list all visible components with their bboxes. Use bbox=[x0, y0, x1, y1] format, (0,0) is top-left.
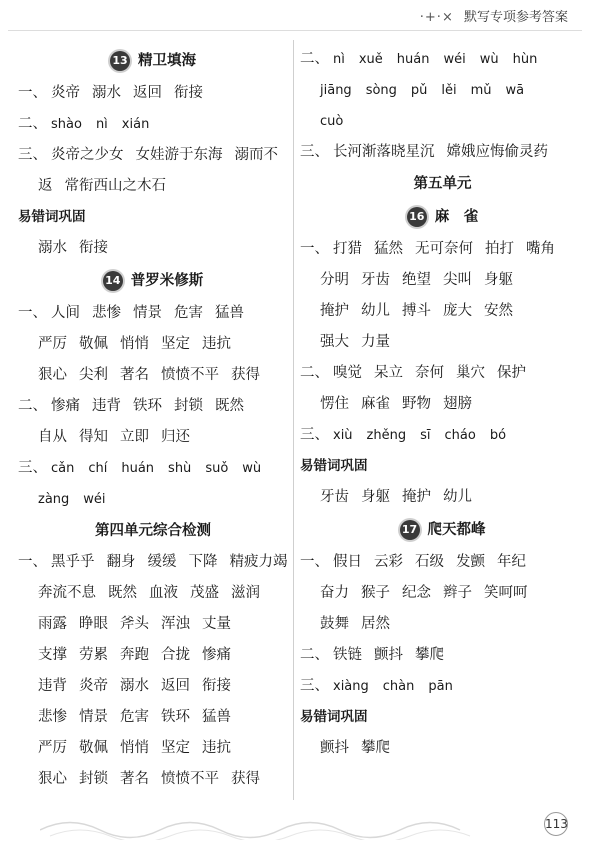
answer-row: 牙齿 身躯 掩护 幼儿 bbox=[320, 489, 472, 505]
answer-row: 悲惨 情景 危害 铁环 猛兽 bbox=[38, 709, 231, 725]
lesson-title: 普罗米修斯 bbox=[130, 273, 204, 289]
error-prone-heading: 易错词巩固 bbox=[18, 209, 86, 225]
lesson-16-heading bbox=[300, 200, 585, 234]
pinyin-row: 三、 xiàng chàn pān bbox=[300, 678, 453, 694]
answer-row: 三、 炎帝之少女 女娃游于东海 溺而不 bbox=[18, 147, 278, 163]
lesson-number-badge: 17 bbox=[400, 520, 420, 540]
lesson-number-badge: 14 bbox=[103, 271, 123, 291]
answer-row: 狠心 尖利 著名 愤愤不平 获得 bbox=[38, 367, 260, 383]
answer-row: 掩护 幼儿 搏斗 庞大 安然 bbox=[320, 303, 513, 319]
answer-row: 一、 打猎 猛然 无可奈何 拍打 嘴角 bbox=[300, 241, 555, 257]
header-rule bbox=[8, 30, 582, 31]
header-title: 默写专项参考答案 bbox=[463, 10, 568, 25]
pinyin-row: 二、 nì xuě huán wéi wù hùn bbox=[300, 51, 538, 67]
page-number: 113 bbox=[544, 812, 568, 836]
answer-row: 奔流不息 既然 血液 茂盛 滋润 bbox=[38, 585, 260, 601]
error-prone-heading: 易错词巩固 bbox=[300, 709, 368, 725]
answer-row: 一、 炎帝 溺水 返回 衔接 bbox=[18, 85, 203, 101]
pinyin-row: zàng wéi bbox=[38, 492, 106, 507]
lesson-17-heading bbox=[300, 513, 585, 547]
lesson-title: 精卫填海 bbox=[138, 53, 196, 69]
answer-row: 一、 黑乎乎 翻身 缓缓 下降 精疲力竭 bbox=[18, 554, 288, 570]
answer-row: 奋力 猴子 纪念 辫子 笑呵呵 bbox=[320, 585, 528, 601]
answer-row: 支撑 劳累 奔跑 合拢 惨痛 bbox=[38, 647, 231, 663]
pinyin-row: 三、 cǎn chí huán shù suǒ wù bbox=[18, 460, 262, 476]
column-divider bbox=[293, 40, 294, 800]
answer-row: 自从 得知 立即 归还 bbox=[38, 429, 190, 445]
pinyin-row: jiāng sòng pǔ lěi mǔ wā bbox=[320, 83, 525, 98]
pinyin-row: 三、 xiù zhěng sī cháo bó bbox=[300, 427, 507, 443]
left-column bbox=[18, 44, 288, 795]
answer-row: 一、 人间 悲惨 情景 危害 猛兽 bbox=[18, 305, 244, 321]
answer-row: 狠心 封锁 著名 愤愤不平 获得 bbox=[38, 771, 260, 787]
lesson-13-heading bbox=[18, 44, 288, 78]
lesson-title: 麻 雀 bbox=[434, 209, 479, 225]
answer-row: 严厉 敬佩 悄悄 坚定 违抗 bbox=[38, 740, 231, 756]
answer-row: 颤抖 攀爬 bbox=[320, 740, 390, 756]
lesson-number-badge: 16 bbox=[407, 207, 427, 227]
unit-5-title: 第五单元 bbox=[413, 176, 472, 192]
answer-row: 强大 力量 bbox=[320, 334, 390, 350]
answer-row: 溺水 衔接 bbox=[38, 240, 108, 256]
pinyin-row: cuò bbox=[320, 114, 344, 129]
footer-wave-decoration bbox=[40, 810, 480, 840]
right-column bbox=[300, 44, 585, 764]
answer-row: 分明 牙齿 绝望 尖叫 身躯 bbox=[320, 272, 513, 288]
lesson-number-badge: 13 bbox=[110, 51, 130, 71]
answer-row: 二、 铁链 颤抖 攀爬 bbox=[300, 647, 444, 663]
lesson-14-heading bbox=[18, 264, 288, 298]
answer-row: 雨露 睁眼 斧头 浑浊 丈量 bbox=[38, 616, 231, 632]
answer-row: 三、 长河渐落晓星沉 嫦娥应悔偷灵药 bbox=[300, 144, 548, 160]
answer-row: 一、 假日 云彩 石级 发颤 年纪 bbox=[300, 554, 526, 570]
header-decoration: ·+·× bbox=[419, 10, 454, 25]
error-prone-heading: 易错词巩固 bbox=[300, 458, 368, 474]
answer-row: 鼓舞 居然 bbox=[320, 616, 390, 632]
answer-row: 返 常衔西山之木石 bbox=[38, 178, 166, 194]
unit-4-test-title: 第四单元综合检测 bbox=[95, 523, 211, 539]
answer-row: 二、 惨痛 违背 铁环 封锁 既然 bbox=[18, 398, 244, 414]
answer-row: 二、 嗅觉 呆立 奈何 巢穴 保护 bbox=[300, 365, 526, 381]
page-header bbox=[420, 6, 568, 25]
lesson-title: 爬天都峰 bbox=[427, 522, 486, 538]
answer-row: 愣住 麻雀 野物 翅膀 bbox=[320, 396, 472, 412]
pinyin-row: 二、 shào nì xián bbox=[18, 116, 150, 132]
answer-row: 严厉 敬佩 悄悄 坚定 违抗 bbox=[38, 336, 231, 352]
answer-row: 违背 炎帝 溺水 返回 衔接 bbox=[38, 678, 231, 694]
